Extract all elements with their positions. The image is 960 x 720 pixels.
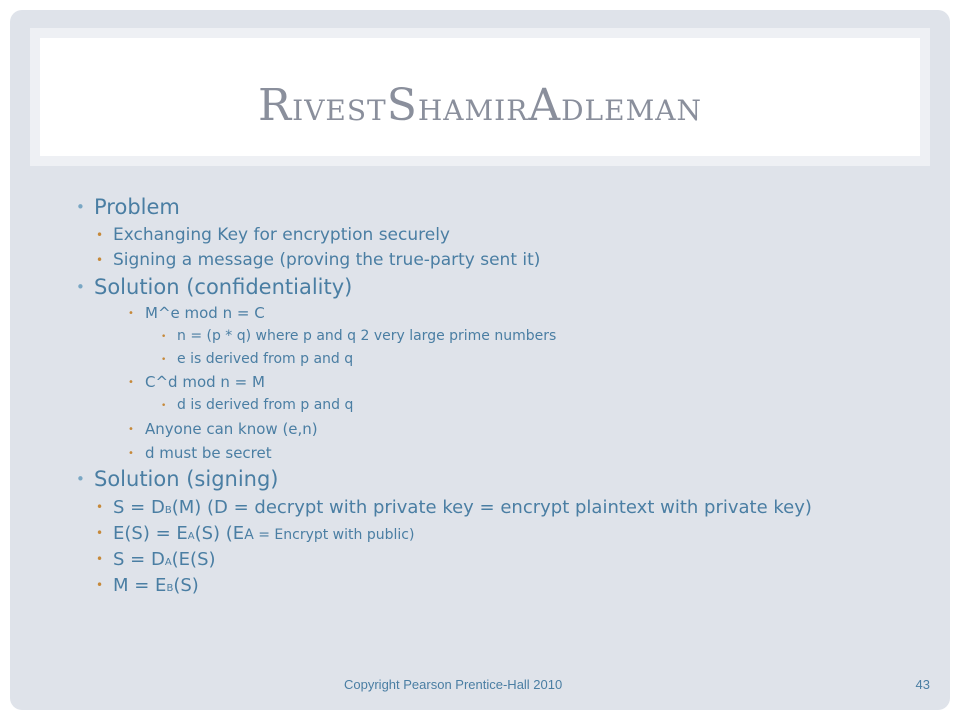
bullet-problem-item: • Exchanging Key for encryption securely (72, 226, 932, 245)
slide-content (72, 196, 932, 602)
title-word3-rest: DLEMAN (561, 94, 702, 127)
bullet-signing-line2 (72, 524, 932, 544)
sign3-pre: S = D (113, 549, 165, 571)
title-panel (40, 38, 920, 156)
copyright-text: Copyright Pearson Prentice-Hall 2010 (344, 677, 563, 692)
bullet-confidentiality: • Solution (confidentiality) (72, 276, 932, 300)
sign1-post: (M) (D = decrypt with private key = encrypt plaintext with private key) (171, 496, 812, 518)
page-number: 43 (915, 677, 930, 692)
sign3-sub: A (164, 557, 172, 569)
sign1-sub: B (164, 504, 172, 516)
title-word1-rest: IVEST (292, 94, 387, 127)
bullet-public-key: • Anyone can know (e,n) (72, 421, 932, 438)
sign2-sub: A (187, 530, 195, 542)
bullet-signing: • Solution (signing) (72, 468, 932, 492)
bullet-secret-key: • d must be secret (72, 445, 932, 462)
bullet-problem-item: • Signing a message (proving the true-party sent it) (72, 251, 932, 270)
sign4-post: (S) (173, 575, 199, 597)
bullet-decrypt-detail: • d is derived from p and q (72, 398, 932, 414)
sign4-pre: M = E (113, 575, 167, 597)
title-word2-rest: HAMIR (417, 94, 529, 127)
slide-title (40, 80, 920, 131)
sign4-sub: B (166, 583, 174, 595)
sign2-pre: E(S) = E (113, 522, 188, 544)
sign2-sub2: A (244, 526, 254, 543)
bullet-problem: • Problem (72, 196, 932, 220)
sign3-post: (E(S) (171, 549, 216, 571)
title-word2-cap: S (386, 80, 418, 131)
title-frame (30, 28, 930, 166)
sign1-pre: S = D (113, 496, 165, 518)
bullet-encrypt-detail: • e is derived from p and q (72, 352, 932, 368)
slide (10, 10, 950, 710)
title-word1-cap: R (258, 80, 293, 131)
bullet-decrypt-formula: • C^d mod n = M (72, 374, 932, 391)
bullet-signing-line3 (72, 550, 932, 570)
sign2-mid: (S) (E (194, 522, 245, 544)
sign2-note: = Encrypt with public) (253, 526, 415, 543)
bullet-encrypt-formula: • M^e mod n = C (72, 305, 932, 322)
bullet-signing-line1 (72, 498, 932, 518)
title-word3-cap: A (528, 80, 562, 131)
bullet-signing-line4 (72, 576, 932, 596)
bullet-encrypt-detail: • n = (p * q) where p and q 2 very large prime numbers (72, 329, 932, 345)
